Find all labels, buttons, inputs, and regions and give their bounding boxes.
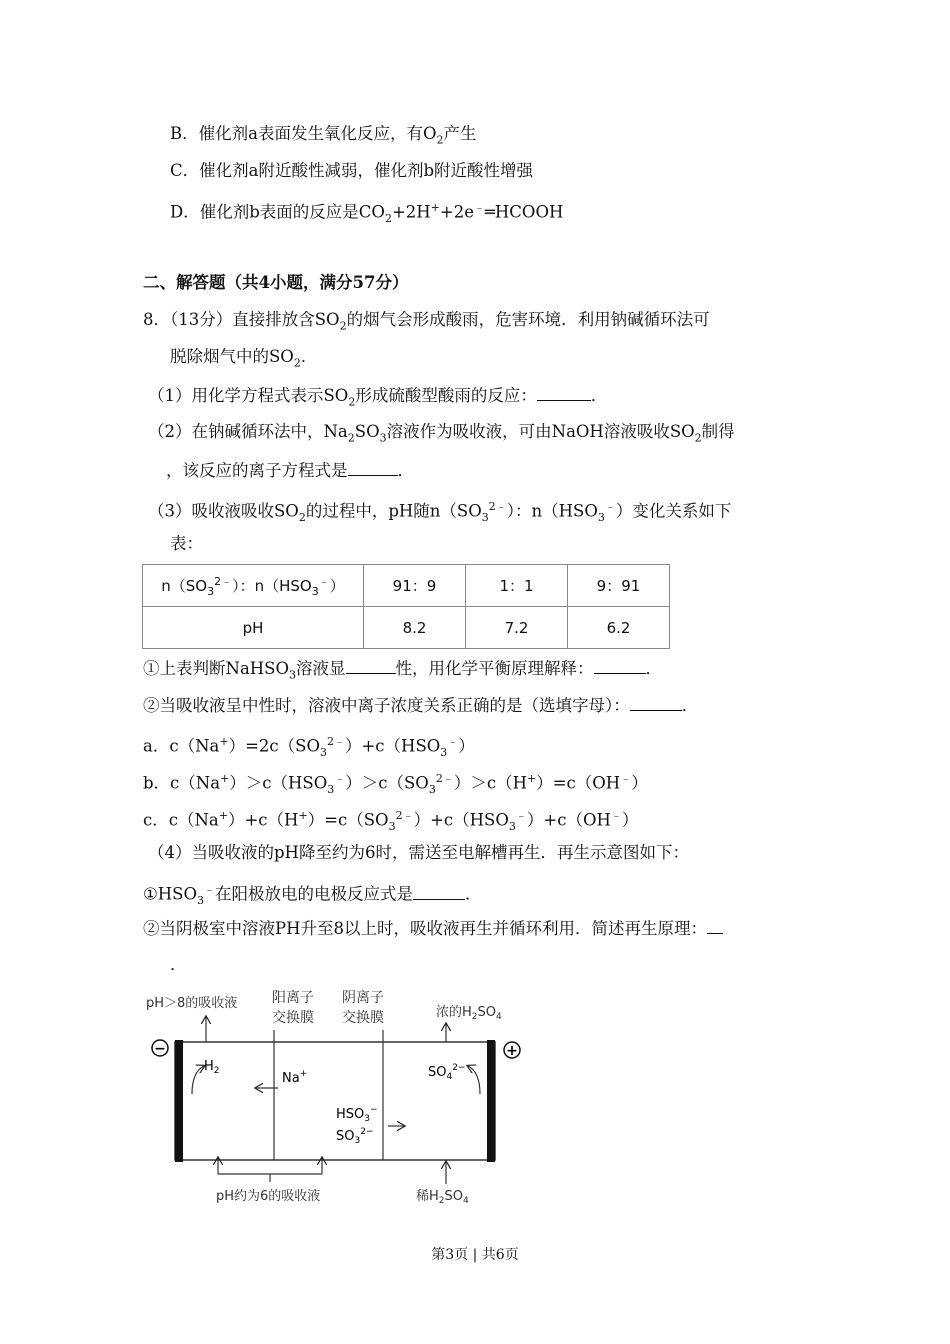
answer-blank[interactable] xyxy=(707,917,723,934)
cathode-electrode xyxy=(175,1040,183,1162)
label-output-right: 浓的$H_2SO_4$ xyxy=(436,1005,502,1022)
choice-b: b．$c(Na^+)>c(HSO_3^﹣)>c(SO_3^{2﹣})>c(H^+)=c(OH^﹣)$ xyxy=(143,772,648,796)
electrolysis-diagram xyxy=(140,982,540,1212)
table-cell: 7.2 xyxy=(466,607,568,649)
q8-sub2: ②当吸收液呈中性时，溶液中离子浓度关系正确的是（选填字母）： ． xyxy=(143,696,699,715)
option-d: D．催化剂b表面的反应是$CO_2+2H^++2e^﹣═HCOOH$ xyxy=(170,201,564,225)
q8-part4-sub1: $①HSO_3^﹣$在阳极放电的电极反应式是 ． xyxy=(143,883,482,907)
table-cell: 91：9 xyxy=(364,565,466,607)
label-anion-membrane-1: 阴离子 xyxy=(342,990,384,1006)
so3-label: $SO_3^{2-}$ xyxy=(336,1127,374,1146)
anode-electrode xyxy=(487,1040,495,1162)
answer-blank[interactable] xyxy=(537,384,591,401)
h2-label: $H_2$ xyxy=(204,1059,220,1076)
choice-c: c．$c(Na^+)+c(H^+)=c(SO_3^{2﹣})+c(HSO_3^﹣)+c(OH^﹣)$ xyxy=(143,809,639,833)
answer-blank[interactable] xyxy=(594,657,646,674)
so4-label: $SO_4^{2-}$ xyxy=(428,1063,466,1082)
table-row xyxy=(143,565,670,607)
table-row xyxy=(143,607,670,649)
section-title: 二、解答题（共4小题，满分57分） xyxy=(143,273,409,292)
q8-part4-sub2: ②当阴极室中溶液PH升至8以上时，吸收液再生并循环利用．简述再生原理： xyxy=(143,917,723,940)
q8-part2-line1: （2）在钠碱循环法中，$Na_2SO_3$溶液作为吸收液，可由NaOH溶液吸收$SO_2$制得 xyxy=(148,422,735,445)
page-footer: 第3页 | 共6页 xyxy=(431,1247,519,1263)
q8-part2-line2: ，该反应的离子方程式是 ． xyxy=(166,461,414,480)
table-cell: 9：91 xyxy=(568,565,670,607)
answer-blank[interactable] xyxy=(413,883,465,900)
choice-a: a．$c(Na^+)=2c(SO_3^{2﹣})+c(HSO_3^﹣)$ xyxy=(143,735,475,759)
q8-part4-sub2-tail: ． xyxy=(170,955,187,974)
q8-intro-line1: 8．（13分）直接排放含$SO_2$的烟气会形成酸雨，危害环境．利用钠碱循环法可 xyxy=(143,310,710,333)
q8-part4: （4）当吸收液的pH降至约为6时，需送至电解槽再生．再生示意图如下： xyxy=(148,843,689,862)
hso3-label: $HSO_3^-$ xyxy=(336,1105,378,1124)
so4-arrow xyxy=(468,1066,480,1094)
q8-part1: （1）用化学方程式表示$SO_2$形成硫酸型酸雨的反应： ． xyxy=(148,386,608,409)
plus-sign-text: + xyxy=(506,1043,518,1059)
ratio-ph-table xyxy=(142,564,670,649)
table-header-ratio: $n(SO_3^{2﹣})$：$n(HSO_3^﹣)$ xyxy=(143,565,364,607)
table-cell: 8.2 xyxy=(364,607,466,649)
h2-arrow xyxy=(192,1066,204,1094)
label-cation-membrane-2: 交换膜 xyxy=(272,1010,314,1026)
q8-part3-line2: 表： xyxy=(170,534,203,553)
option-c: C．催化剂a附近酸性减弱，催化剂b附近酸性增强 xyxy=(170,161,534,180)
table-header-ph: pH xyxy=(143,607,364,649)
label-anion-membrane-2: 交换膜 xyxy=(342,1010,384,1026)
label-output-left: pH＞8的吸收液 xyxy=(146,996,238,1011)
answer-blank[interactable] xyxy=(348,459,398,476)
label-cation-membrane-1: 阳离子 xyxy=(272,990,314,1006)
q8-sub1: ①上表判断NaHSO$_3$溶液显 性，用化学平衡原理解释： ． xyxy=(143,659,662,682)
label-input-left: pH约为6的吸收液 xyxy=(216,1189,321,1204)
q8-part3-line1: （3）吸收液吸收$SO_2$的过程中，pH随$n(SO_3^{2﹣})$：$n(HSO_3^﹣)$变化关系如下 xyxy=(148,500,732,524)
electrolytic-cell xyxy=(175,1042,495,1160)
minus-sign-text: − xyxy=(154,1041,166,1057)
option-b: B．催化剂a表面发生氧化反应，有$O_2$产生 xyxy=(170,124,477,147)
na-label: Na+ xyxy=(282,1069,308,1086)
answer-blank[interactable] xyxy=(346,657,396,674)
answer-blank[interactable] xyxy=(630,694,682,711)
q8-intro-line2: 脱除烟气中的$SO_2$． xyxy=(170,347,318,370)
table-cell: 1：1 xyxy=(466,565,568,607)
label-input-right: 稀$H_2SO_4$ xyxy=(416,1189,469,1206)
table-cell: 6.2 xyxy=(568,607,670,649)
